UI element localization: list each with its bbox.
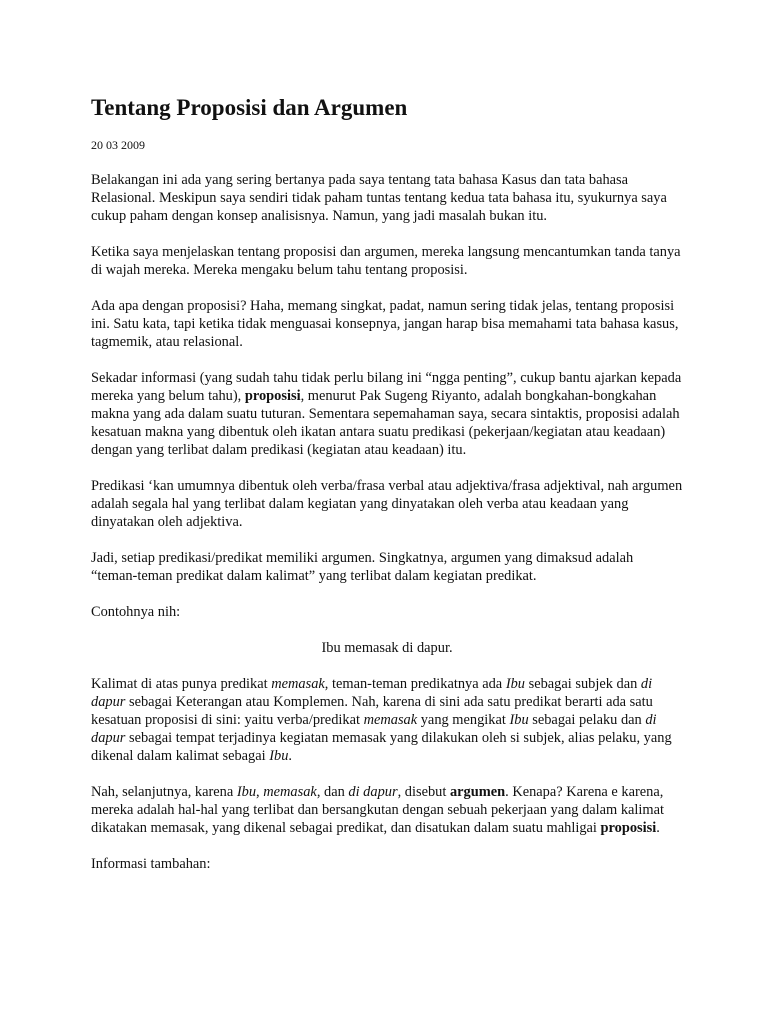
example-sentence: Ibu memasak di dapur. <box>321 640 453 656</box>
text-segment: , disebut <box>397 784 450 800</box>
text-segment: , teman-teman predikatnya ada <box>324 676 506 692</box>
paragraph-3: Ada apa dengan proposisi? Haha, memang singkat, padat, namun sering tidak jelas, tentang proposisi ini. Satu kata, tapi ketika tidak menguasai konsepnya, jangan harap bisa memahami tata bahasa kasus, tagmemik, atau relasional. <box>91 298 679 350</box>
italic-term: memasak <box>271 676 325 692</box>
italic-term: Ibu <box>236 784 257 800</box>
text-segment: , menurut Pak Sugeng Riyanto, adalah bongkahan-bongkahan makna yang ada dalam suatu tuturan. Sementara sepemahaman saya, secara sintaktis, proposisi adalah kesatuan makna yang dibentuk oleh ikatan antara suatu predikasi (pekerjaan/kegiatan atau keadaan) dengan yang terlibat dalam predikasi (kegiatan atau keadaan) itu. <box>91 388 680 458</box>
italic-term: di dapur <box>348 784 398 800</box>
text-segment: . Kenapa? Karena e karena, mereka adalah hal-hal yang terlibat dan bersangkutan dengan sebuah pekerjaan yang dalam kalimat dikatakan memasak, yang dikenal sebagai predikat, dan disatukan dalam suatu mahligai <box>91 784 664 836</box>
paragraph-4 <box>91 369 683 459</box>
text-segment: , dan <box>316 784 349 800</box>
paragraph-6: Jadi, setiap predikasi/predikat memiliki argumen. Singkatnya, argumen yang dimaksud adalah “teman-teman predikat dalam kalimat” yang terlibat dalam kegiatan predikat. <box>91 550 634 584</box>
paragraph-8 <box>91 675 683 765</box>
bold-term: argumen <box>449 784 506 800</box>
italic-term: Ibu <box>269 748 289 764</box>
article-date: 20 03 2009 <box>91 138 145 152</box>
italic-term: Ibu <box>505 676 525 692</box>
text-segment: sebagai pelaku dan <box>528 712 646 728</box>
italic-term: di dapur <box>91 712 657 746</box>
paragraph-1: Belakangan ini ada yang sering bertanya pada saya tentang tata bahasa Kasus dan tata bahasa Relasional. Meskipun saya sendiri tidak paham tuntas tentang kedua tata bahasa itu, syukurnya saya cukup paham dengan konsep analisisnya. Namun, yang jadi masalah bukan itu. <box>91 172 667 224</box>
text-segment: . <box>288 748 293 764</box>
italic-term: di dapur <box>91 676 653 710</box>
paragraph-9 <box>91 783 683 837</box>
article-body <box>91 171 683 891</box>
text-segment: yang mengikat <box>417 712 510 728</box>
italic-term: memasak <box>263 784 317 800</box>
text-segment: . <box>656 820 660 836</box>
paragraph-5: Predikasi ‘kan umumnya dibentuk oleh verba/frasa verbal atau adjektiva/frasa adjektival, nah argumen adalah segala hal yang terlibat dalam kegiatan yang dinyatakan oleh verba atau keadaan yang dinyatakan oleh adjektiva. <box>91 478 683 530</box>
text-segment: sebagai subjek dan <box>525 676 641 692</box>
text-segment: sebagai Keterangan atau Komplemen. Nah, karena di sini ada satu predikat berarti ada satu kesatuan proposisi di sini: yaitu verba/predikat <box>91 694 653 728</box>
paragraph-7: Contohnya nih: <box>91 604 181 620</box>
bold-term: proposisi <box>244 388 301 404</box>
italic-term: memasak <box>363 712 418 728</box>
article-title: Tentang Proposisi dan Argumen <box>91 95 408 120</box>
text-segment: Nah, selanjutnya, karena <box>91 784 237 800</box>
text-segment: Kalimat di atas punya predikat <box>91 676 272 692</box>
text-segment: sebagai tempat terjadinya kegiatan memasak yang dilakukan oleh si subjek, alias pelaku, yang dikenal dalam kalimat sebagai <box>91 730 672 764</box>
text-segment: Sekadar informasi (yang sudah tahu tidak perlu bilang ini “ngga penting”, cukup bantu ajarkan kepada mereka yang belum tahu), <box>91 370 682 404</box>
bold-term: proposisi <box>600 820 657 836</box>
text-segment: , <box>256 784 264 800</box>
paragraph-10: Informasi tambahan: <box>91 856 211 872</box>
italic-term: Ibu <box>509 712 529 728</box>
paragraph-2: Ketika saya menjelaskan tentang proposisi dan argumen, mereka langsung mencantumkan tanda tanya di wajah mereka. Mereka mengaku belum tahu tentang proposisi. <box>91 244 681 278</box>
